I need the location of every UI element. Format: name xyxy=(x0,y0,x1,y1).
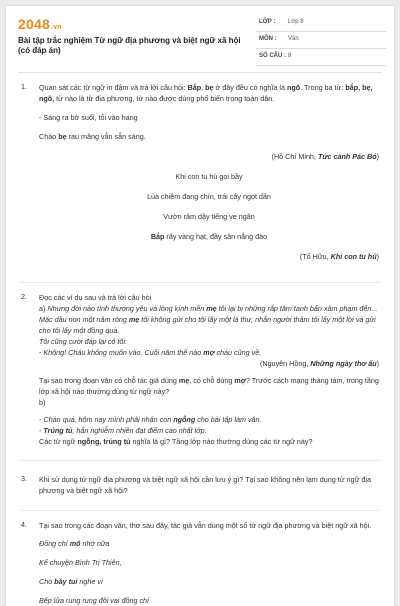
question-ask: Các từ ngữ ngỗng, trúng tủ nghĩa là gì? Tầng lớp nào thường dùng các từ ngữ này? xyxy=(39,437,313,446)
question-prompt: Tại sao trong các đoạn văn, thơ sau đây, tác giả vẫn dùng một số từ ngữ địa phương và biệt ngữ xã hội. xyxy=(39,521,372,530)
poem-line: Khi con tu hú gọi bầy xyxy=(175,172,243,181)
poem-line: Cho bầy tui nghe ví xyxy=(39,577,103,586)
question-number: 3. xyxy=(21,474,27,483)
excerpt-line: - Không! Cháu không muốn vào. Cuối năm thế nào mợ cháu cũng về. xyxy=(39,348,262,357)
question-prompt: Đọc các ví dụ sau và trả lời câu hỏi xyxy=(39,293,152,302)
question-ask: Tại sao trong đoạn văn có chỗ tác giả dùng mẹ, có chỗ dùng mợ? Trước cách mạng tháng tám, trong tầng lớp xã hội nào thường dùng từ ngữ này? xyxy=(39,376,379,396)
excerpt-line: - Chán quá, hôm nay mình phải nhận con ngỗng cho bài tập làm văn. xyxy=(39,415,262,424)
logo-suffix: .vn xyxy=(50,24,62,31)
meta-key: LỚP : xyxy=(259,19,276,25)
meta-value: 8 xyxy=(288,53,292,59)
citation: (Nguyên Hồng, Những ngày thơ ấu) xyxy=(259,359,379,368)
poem-line: Kể chuyện Bình Trị Thiên, xyxy=(39,558,122,567)
poem-line: Bếp lửa rung rung đôi vai đồng chí xyxy=(39,596,150,605)
logo-text: 2048 xyxy=(18,16,50,32)
question-separator xyxy=(18,510,382,511)
poem-line: Bắp rây vàng hạt, đầy sân nắng đào xyxy=(150,232,268,241)
question-body xyxy=(39,474,379,496)
question-body xyxy=(39,82,379,262)
page-title: Bài tập trắc nghiệm Từ ngữ địa phương và biệt ngữ xã hội (có đáp án) xyxy=(18,36,241,55)
question-number: 4. xyxy=(21,520,27,529)
question-prompt: Khi sử dụng từ ngữ địa phương và biệt ngữ xã hội cần lưu ý gì? Tại sao không nên lạm dụng từ ngữ địa phương và biệt ngữ xã hội? xyxy=(39,475,371,495)
document-header xyxy=(6,6,394,68)
excerpt-line: - Trúng tủ, hắn nghiễm nhiên đạt điểm cao nhất lớp. xyxy=(39,426,207,435)
question-separator xyxy=(18,460,382,461)
example-line: - Sáng ra bờ suối, tối vào hang xyxy=(39,113,138,122)
meta-row-class xyxy=(256,15,386,32)
poem-line: Vườn râm dậy tiếng ve ngân xyxy=(163,212,255,221)
question-number: 1. xyxy=(21,82,27,91)
meta-value: Lớp 8 xyxy=(288,19,304,25)
meta-key: SỐ CÂU : xyxy=(259,53,286,59)
document-sheet xyxy=(6,6,394,606)
excerpt-line: Tôi cũng cười đáp lại cô tôi: xyxy=(39,337,128,346)
site-logo[interactable] xyxy=(18,16,62,32)
poem-line: Lúa chiêm đang chín, trái cây ngọt dần xyxy=(147,192,271,201)
question-prompt: Quan sát các từ ngữ in đậm và trả lời câu hỏi: Bắp, bẹ ở đây đều có nghĩa là ngô. Trong ba từ: bắp, bẹ, ngô, từ nào là từ địa phương, từ nào được dùng phổ biến trong toàn dân. xyxy=(39,83,373,103)
meta-info xyxy=(256,15,386,66)
excerpt-b-label: b) xyxy=(39,398,46,407)
question-body xyxy=(39,520,379,606)
meta-row-subject xyxy=(256,32,386,49)
question-body xyxy=(39,292,379,447)
header-divider xyxy=(18,72,382,73)
meta-value: Văn xyxy=(288,36,299,42)
citation: (Hồ Chí Minh, Tức cảnh Pác Bó) xyxy=(271,152,379,161)
citation: (Tố Hữu, Khi con tu hú) xyxy=(299,252,379,261)
poem-line: Đồng chí mô nhớ nữa xyxy=(39,539,110,548)
example-line: Cháo bẹ rau măng vẫn sẵn sàng. xyxy=(39,132,146,141)
question-separator xyxy=(18,282,382,283)
question-number: 2. xyxy=(21,292,27,301)
meta-row-count xyxy=(256,49,386,66)
meta-key: MÔN : xyxy=(259,36,277,42)
excerpt-a: a) Nhưng đời nào tình thương yêu và lòng kính mến mẹ tôi lại bị những rắp tâm tanh bẩn xâm phạm đến... Mặc dầu non một năm ròng mẹ tôi không gửi cho tôi lấy một lá thư, nhắn người thăm tôi lấy một lời và gửi cho tôi lấy một đồng quà. xyxy=(39,304,378,335)
